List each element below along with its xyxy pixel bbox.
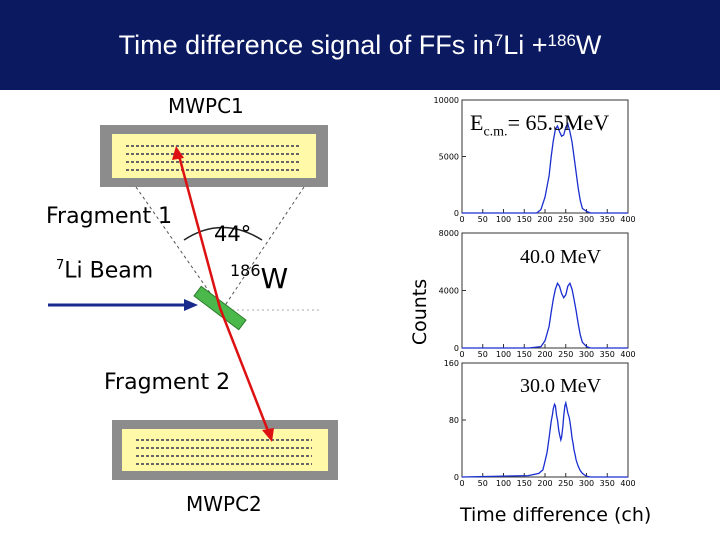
- x-tick-label: 200: [537, 350, 553, 359]
- x-tick-label: 300: [578, 479, 595, 488]
- x-tick-label: 150: [516, 350, 532, 359]
- y-tick-label: 80: [448, 416, 459, 425]
- x-tick-label: 400: [620, 479, 636, 488]
- x-tick-label: 0: [459, 479, 465, 488]
- panel1-label-sub: c.m.: [483, 124, 508, 140]
- mwpc1-label: MWPC1: [168, 94, 244, 118]
- fragment1-label: Fragment 1: [46, 204, 173, 229]
- title-suffix: W: [575, 29, 602, 60]
- x-tick-label: 50: [477, 479, 488, 488]
- x-tick-label: 300: [578, 350, 595, 359]
- y-tick-label: 0: [453, 344, 459, 353]
- x-tick-label: 150: [516, 215, 532, 224]
- beam-label-text: Li Beam: [64, 258, 154, 284]
- x-tick-label: 350: [599, 350, 615, 359]
- spectrum-line-2: [462, 283, 628, 348]
- x-tick-label: 50: [477, 215, 488, 224]
- x-tick-label: 0: [459, 215, 465, 224]
- panel2-energy-label: 40.0 MeV: [520, 246, 602, 268]
- y-tick-label: 8000: [438, 229, 459, 238]
- y-axis-label: Counts: [409, 278, 431, 346]
- x-tick-label: 50: [477, 350, 488, 359]
- x-tick-label: 350: [599, 479, 615, 488]
- title-sup-1: 7: [493, 31, 504, 50]
- title-sup-2: 186: [547, 31, 576, 50]
- x-tick-label: 100: [495, 479, 512, 488]
- x-tick-label: 150: [516, 479, 532, 488]
- x-tick-label: 100: [495, 215, 512, 224]
- fragment2-label: Fragment 2: [104, 370, 231, 395]
- y-tick-label: 160: [443, 359, 459, 368]
- beam-label-sup: 7: [56, 258, 65, 273]
- y-tick-label: 0: [453, 209, 459, 218]
- title-prefix: Time difference signal of FFs in: [118, 29, 494, 60]
- x-tick-label: 250: [558, 479, 574, 488]
- x-tick-label: 300: [578, 215, 595, 224]
- y-tick-label: 0: [453, 473, 459, 482]
- spectrum-line-3: [462, 403, 628, 477]
- x-tick-label: 100: [495, 350, 512, 359]
- mwpc2-label: MWPC2: [186, 492, 262, 516]
- y-tick-label: 10000: [433, 96, 459, 105]
- x-tick-label: 400: [620, 215, 636, 224]
- title-mid: Li +: [503, 29, 548, 60]
- panel1-label-main: E: [470, 110, 484, 135]
- panel1-energy-label: [470, 110, 609, 140]
- x-tick-label: 350: [599, 215, 615, 224]
- target-label-sup: 186: [230, 260, 261, 280]
- x-tick-label: 0: [459, 350, 465, 359]
- x-tick-label: 250: [558, 350, 574, 359]
- angle-label: 44°: [214, 222, 252, 246]
- panel1-label-rest: = 65.5MeV: [507, 110, 610, 135]
- x-axis-label: Time difference (ch): [460, 504, 652, 526]
- x-tick-label: 200: [537, 479, 553, 488]
- x-tick-label: 400: [620, 350, 636, 359]
- y-tick-label: 5000: [438, 152, 459, 162]
- panel3-energy-label: 30.0 MeV: [520, 375, 602, 397]
- x-tick-label: 200: [537, 215, 553, 224]
- target-label-text: W: [260, 262, 289, 295]
- x-tick-label: 250: [558, 215, 574, 224]
- y-tick-label: 4000: [438, 286, 459, 296]
